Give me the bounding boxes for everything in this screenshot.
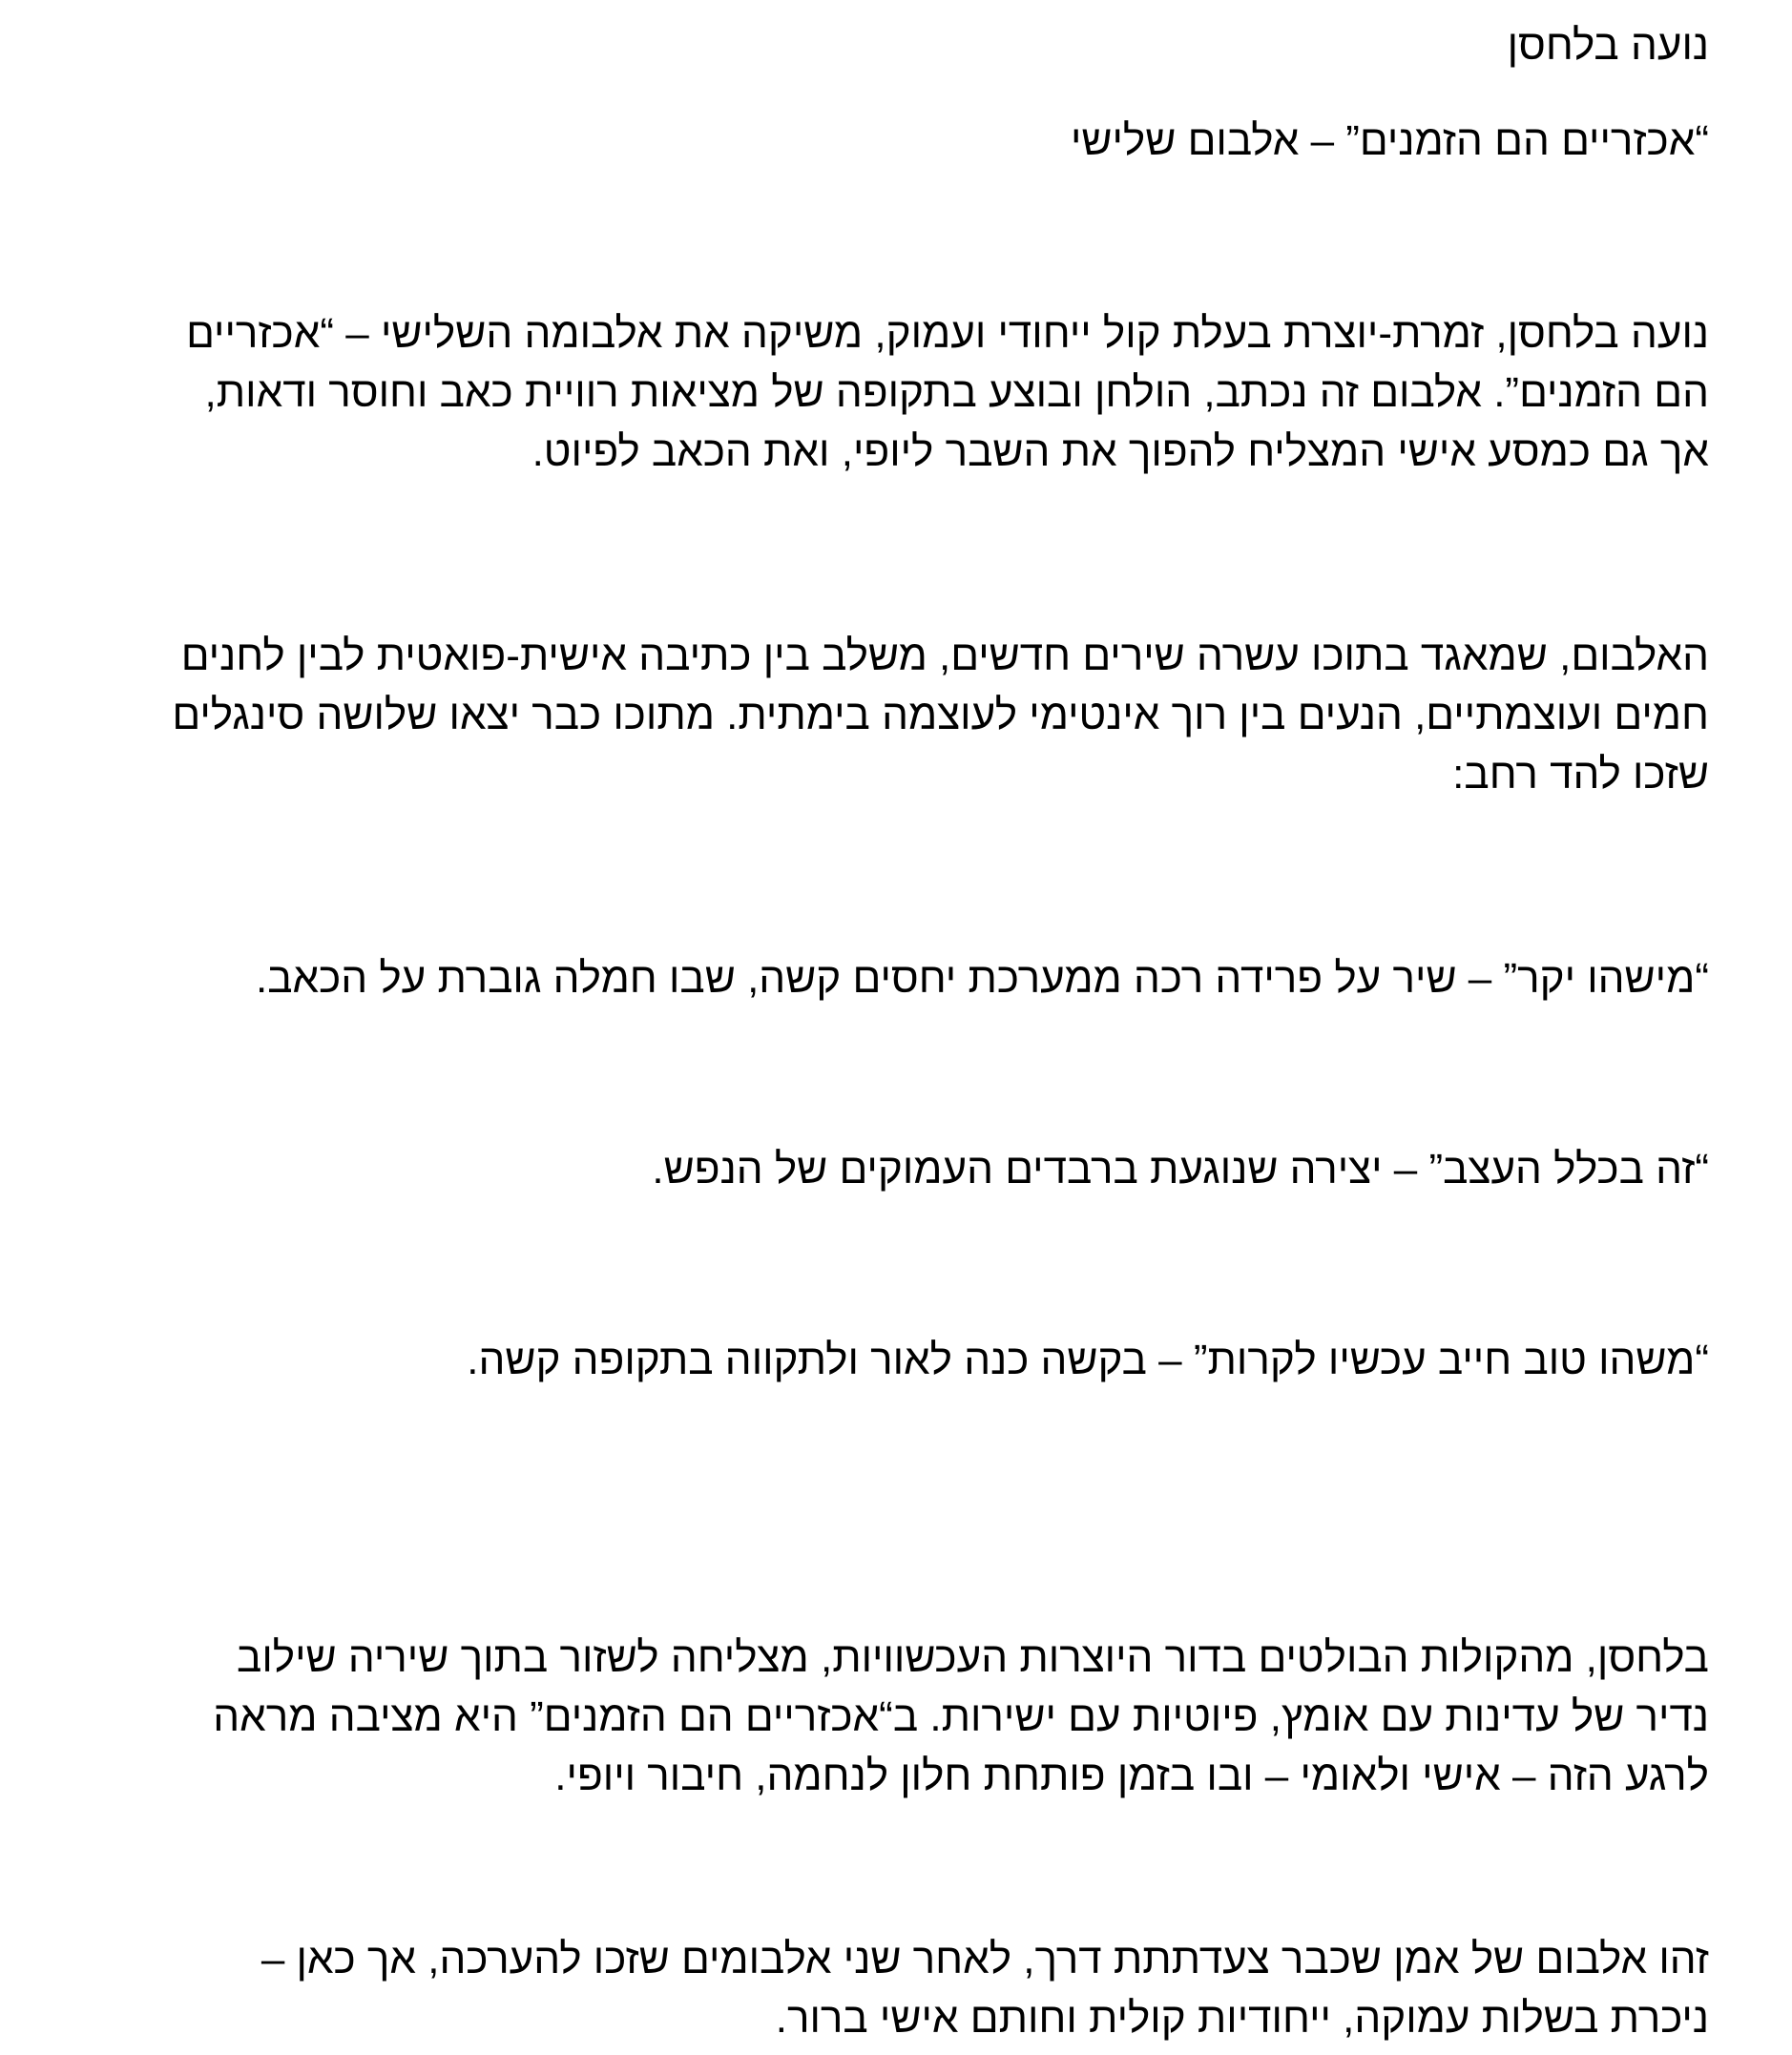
single-item: “זה בכלל העצב” – יצירה שנוגעת ברבדים העמוקים של הנפש. <box>652 1146 1709 1193</box>
document-title: “אכזריים הם הזמנים” – אלבום שלישי <box>1070 117 1709 164</box>
author-name: נועה בלחסן <box>1507 22 1709 69</box>
single-item: “משהו טוב חייב עכשיו לקרות” – בקשה כנה לאור ולתקווה בתקופה קשה. <box>467 1337 1709 1383</box>
paragraph-line: האלבום, שמאגד בתוכו עשרה שירים חדשים, משלב בין כתיבה אישית-פואטית לבין לחנים <box>180 633 1709 679</box>
paragraph-line: שזכו להד רחב: <box>1452 751 1709 798</box>
paragraph-line: נדיר של עדינות עם אומץ, פיוטיות עם ישירות. ב“אכזריים הם הזמנים” היא מציבה מראה <box>213 1693 1709 1740</box>
paragraph-line: אך גם כמסע אישי המצליח להפוך את השבר ליופי, ואת הכאב לפיוט. <box>531 428 1709 475</box>
paragraph-line: נועה בלחסן, זמרת-יוצרת בעלת קול ייחודי ועמוק, משיקה את אלבומה השלישי – “אכזריים <box>186 310 1709 357</box>
paragraph-line: חמים ועוצמתיים, הנעים בין רוך אינטימי לעוצמה בימתית. מתוכו כבר יצאו שלושה סינגלים <box>172 692 1709 738</box>
paragraph-line: זהו אלבום של אמן שכבר צעדתתת דרך, לאחר שני אלבומים שזכו להערכה, אך כאן – <box>260 1936 1709 1982</box>
paragraph-line: ניכרת בשלות עמוקה, ייחודיות קולית וחותם אישי ברור. <box>775 1995 1709 2042</box>
paragraph-line: בלחסן, מהקולות הבולטים בדור היוצרות העכשוויות, מצליחה לשזור בתוך שיריה שילוב <box>237 1634 1709 1681</box>
paragraph-line: לרגע הזה – אישי ולאומי – ובו בזמן פותחת חלון לנחמה, חיבור ויופי. <box>554 1753 1709 1799</box>
single-item: “מישהו יקר” – שיר על פרידה רכה ממערכת יחסים קשה, שבו חמלה גוברת על הכאב. <box>255 955 1709 1002</box>
paragraph-line: הם הזמנים”. אלבום זה נכתב, הולחן ובוצע בתקופה של מציאות רוויית כאב וחוסר ודאות, <box>204 369 1709 416</box>
